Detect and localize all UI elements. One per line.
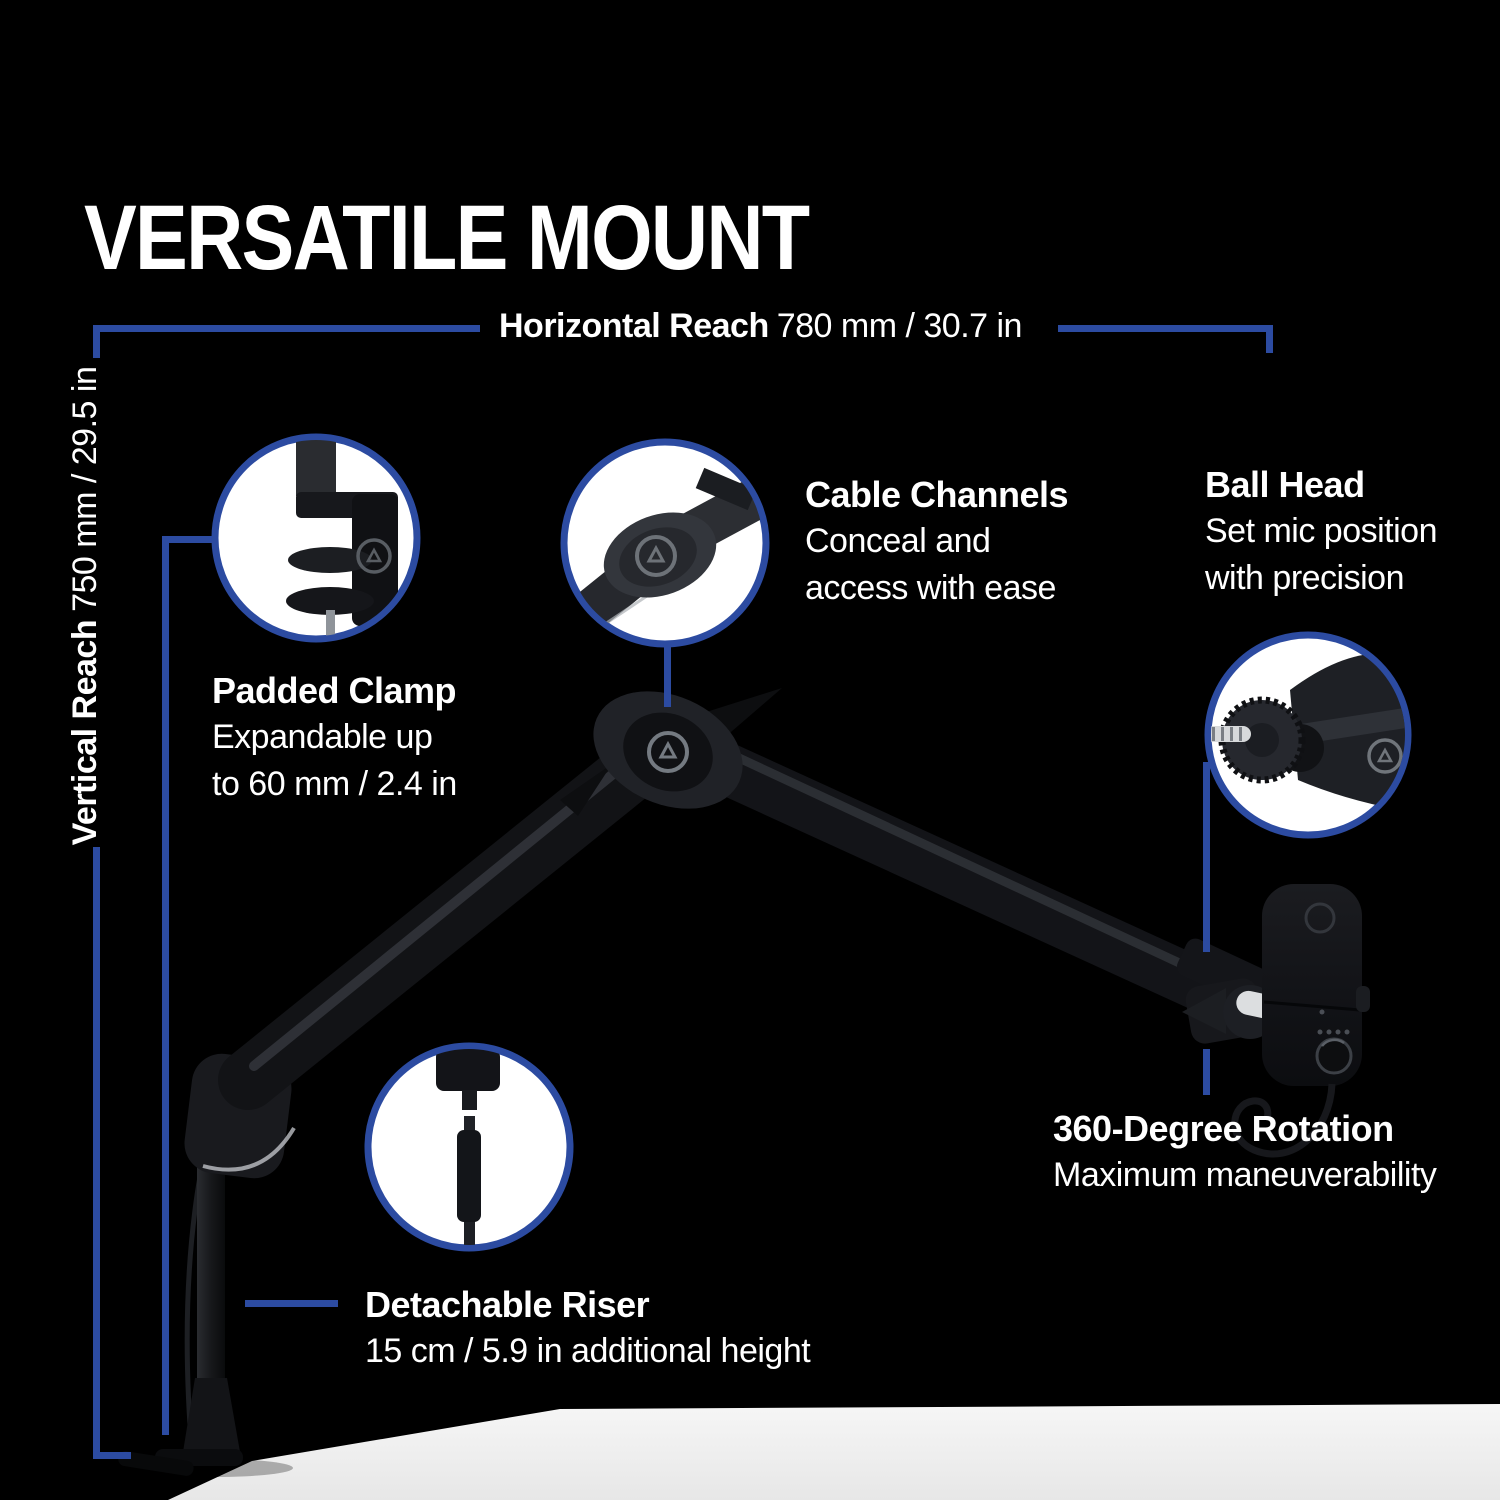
rotation-360-title: 360-Degree Rotation bbox=[1053, 1108, 1394, 1149]
detachable-riser-callout bbox=[365, 1282, 810, 1375]
ball-head-title: Ball Head bbox=[1205, 464, 1365, 505]
vertical-reach-line-top bbox=[93, 325, 100, 358]
horizontal-reach-end-tick bbox=[1266, 325, 1273, 353]
desk-surface bbox=[168, 1404, 1500, 1500]
page-title: VERSATILE MOUNT bbox=[84, 186, 809, 289]
vertical-reach-name: Vertical Reach bbox=[66, 619, 104, 846]
horizontal-reach-value: 780 mm / 30.7 in bbox=[776, 307, 1022, 345]
detachable-riser-callout-circle bbox=[368, 1046, 570, 1292]
cable-channels-callout bbox=[805, 472, 1068, 612]
vertical-reach-value: 750 mm / 29.5 in bbox=[66, 366, 104, 612]
cable-channels-line2: access with ease bbox=[805, 569, 1056, 607]
cable-channels-line1: Conceal and bbox=[805, 522, 991, 560]
detachable-riser-line1: 15 cm / 5.9 in additional height bbox=[365, 1332, 811, 1370]
horizontal-reach-line-left bbox=[93, 325, 480, 332]
cable-connector bbox=[664, 645, 671, 707]
clamp-connector-vertical bbox=[162, 536, 169, 1435]
vertical-reach-end-tick bbox=[93, 1452, 131, 1459]
ball-connector-upper bbox=[1203, 762, 1210, 952]
padded-clamp-line1: Expandable up bbox=[212, 718, 433, 756]
vertical-reach-label bbox=[65, 356, 105, 856]
horizontal-reach-line-right bbox=[1058, 325, 1273, 332]
padded-clamp-line2: to 60 mm / 2.4 in bbox=[212, 765, 457, 803]
detachable-riser-title: Detachable Riser bbox=[365, 1284, 650, 1325]
clamp-connector-horizontal bbox=[162, 536, 212, 543]
ball-head-callout-circle bbox=[1203, 635, 1412, 835]
riser-connector bbox=[245, 1300, 338, 1307]
ball-head-line1: Set mic position bbox=[1205, 512, 1437, 550]
ball-connector-lower bbox=[1203, 1049, 1210, 1095]
padded-clamp-title: Padded Clamp bbox=[212, 670, 457, 711]
horizontal-reach-label bbox=[499, 306, 1022, 346]
vertical-reach-line-bottom bbox=[93, 847, 100, 1452]
horizontal-reach-name: Horizontal Reach bbox=[499, 307, 769, 345]
rotation-360-callout bbox=[1053, 1106, 1436, 1199]
padded-clamp-callout bbox=[212, 668, 457, 808]
rotation-360-line1: Maximum maneuverability bbox=[1053, 1156, 1437, 1194]
ball-head-line2: with precision bbox=[1205, 559, 1404, 597]
cable-channels-title: Cable Channels bbox=[805, 474, 1069, 515]
ball-head-callout bbox=[1205, 462, 1437, 602]
cable-channels-callout-circle bbox=[560, 442, 775, 644]
